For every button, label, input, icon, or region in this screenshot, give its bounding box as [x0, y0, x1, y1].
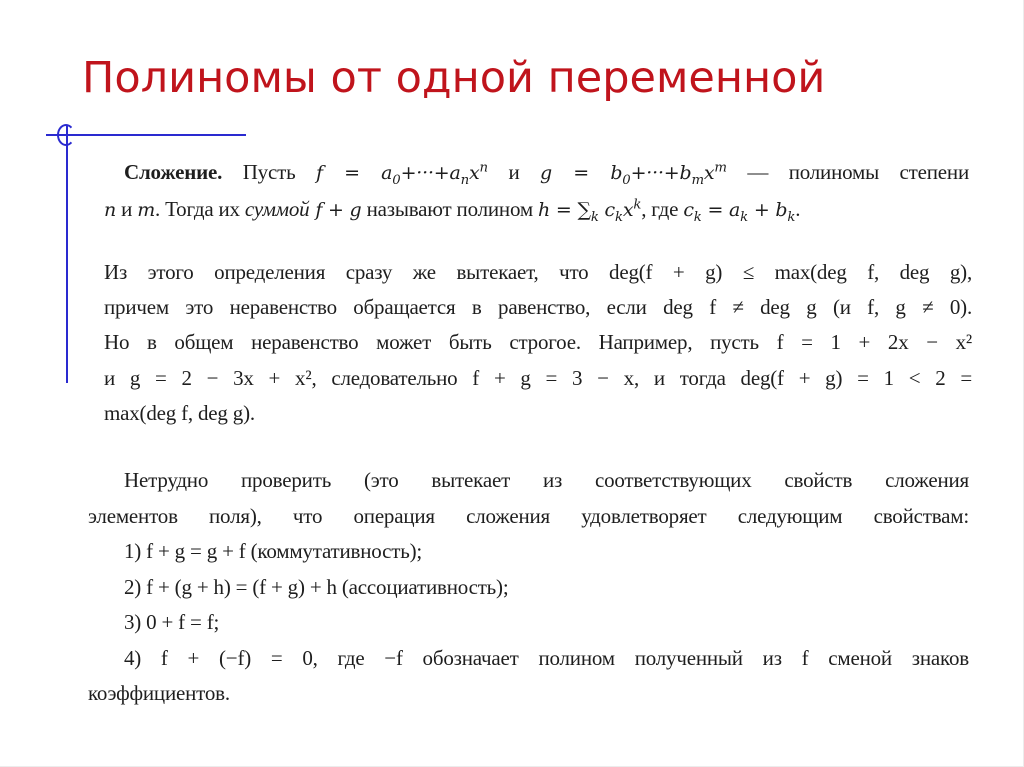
slide-title: Полиномы от одной переменной [82, 53, 826, 103]
definition-heading: Сложение. [124, 160, 223, 184]
property-item-1: 1) f + g = g + f (коммутативность); [124, 539, 423, 563]
property-item-4: 4) f + (−f) = 0, где −f обозначает полином полученный из f сменой знаков [124, 646, 969, 670]
property-item-3: 3) 0 + f = f; [124, 610, 220, 634]
property-item-2: 2) f + (g + h) = (f + g) + h (ассоциативность); [124, 575, 509, 599]
remark-line-3: Но в общем неравенство может быть строгое. Например, пусть f = 1 + 2x − x² [104, 330, 972, 354]
definition-line-2: n и m. Тогда их суммой f + g называют полином $h = \sum_k$ $c_kx^k$, где $c_k = a_k + b_k$. [104, 197, 801, 225]
remark-line-5: max(deg f, deg g). [104, 401, 255, 425]
remark-line-2: причем это неравенство обращается в равенство, если deg f ≠ deg g (и f, g ≠ 0). [104, 295, 972, 319]
decorative-horizontal-line [46, 134, 246, 136]
remark-line-4: и g = 2 − 3x + x², следовательно f + g = 3 − x, и тогда deg(f + g) = 1 < 2 = [104, 366, 972, 390]
definition-line-1: Сложение. Пусть $f = a_0+\cdot\cdot\cdot+a_nx^n$ и $g = b_0+\cdot\cdot\cdot+b_mx^m$ — полиномы степени [124, 160, 969, 188]
decorative-circle-icon [57, 124, 75, 146]
properties-intro-line-1: Нетрудно проверить (это вытекает из соответствующих свойств сложения [124, 468, 969, 492]
decorative-vertical-line [66, 125, 68, 383]
properties-tail: коэффициентов. [88, 681, 230, 705]
emphasis-sum: суммой [244, 197, 310, 221]
remark-line-1: Из этого определения сразу же вытекает, что deg(f + g) ≤ max(deg f, deg g), [104, 260, 972, 284]
properties-intro-line-2: элементов поля), что операция сложения удовлетворяет следующим свойствам: [88, 504, 969, 528]
